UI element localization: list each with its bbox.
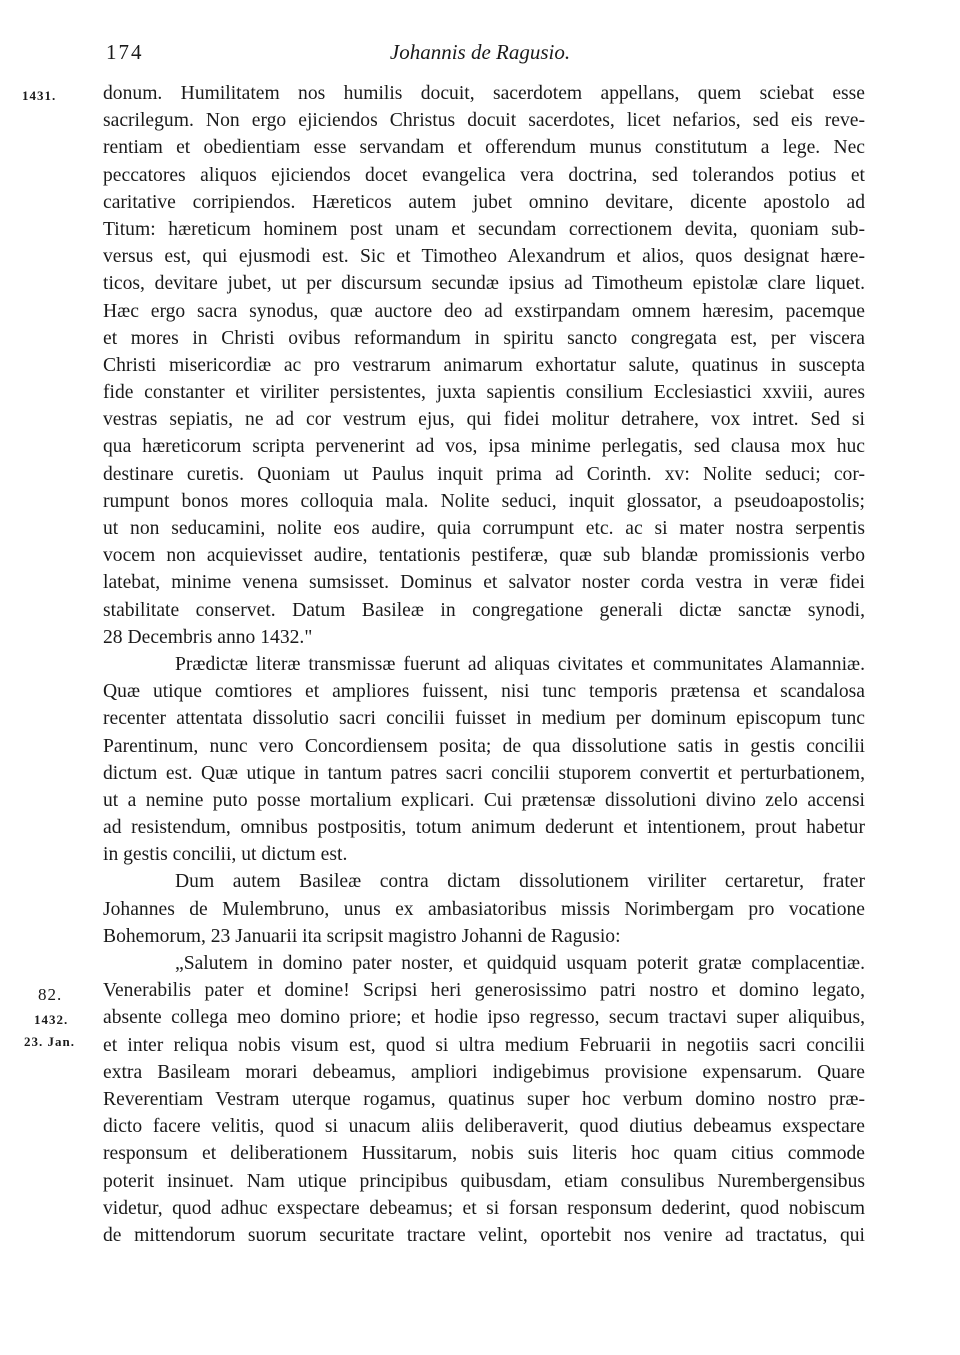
text-line: vestras sepiatis, ne ad cor vestrum ejus, qui fidei molitur detrahere, vox intret. Sed si <box>103 409 865 431</box>
text-line: destinare curetis. Quoniam ut Paulus inquit prima ad Corinth. xv: Nolite seduci; cor- <box>103 463 865 485</box>
text-line: Christi misericordiæ ac pro vestrarum animarum exhortatur salute, quatinus in suscepta <box>103 354 865 376</box>
text-line: de mittendorum suorum securitate tractare velint, oportebit nos venire ad tractatus, qui <box>103 1224 865 1246</box>
text-line: qua hæreticorum scripta pervenerint ad vos, ipsa minime perlegatis, sed clausa mox huc <box>103 436 865 458</box>
text-line: responsum et deliberationem Hussitarum, nobis suis literis hoc quam citius commode <box>103 1143 865 1165</box>
text-line: „Salutem in domino pater noster, et quidquid usquam poterit gratæ complacentiæ. <box>175 953 865 974</box>
text-line: vocem non acquievisset audire, tentationis pestiferæ, quæ sub blandæ promissionis verbo <box>103 545 865 567</box>
text-line: Hæc ergo sacra synodus, quæ auctore deo ad exstirpandam omnem hæresim, pacemque <box>103 300 865 322</box>
text-line: fide constanter et viriliter persistentes, juxta sapientis consilium Ecclesiastici xxviii, aures <box>103 382 865 404</box>
text-line: sacrilegum. Non ergo ejiciendos Christus docuit sacerdotes, licet nefarios, sed eis reve- <box>103 110 865 132</box>
text-line: Venerabilis pater et domine! Scripsi heri generosissimo patri nostro et domino legato, <box>103 980 865 1002</box>
text-line: recenter attentata dissolutio sacri concilii fuisset in medium per dominum episcopum tunc <box>103 708 865 730</box>
text-line: ticos, devitare jubet, ut per discursum secundæ ipsius ad Timotheum epistolæ clare liquet. <box>103 273 865 295</box>
text-line: donum. Humilitatem nos humilis docuit, sacerdotem appellans, quem sciebat esse <box>103 83 865 104</box>
text-line: ad resistendum, omnibus postpositis, totum animum dederunt et intentionem, prout habetur <box>103 817 865 839</box>
text-line: dictum est. Quæ utique in tantum patres sacri concilii stuporem convertit et perturbationem, <box>103 762 865 784</box>
text-line: Quæ utique comtiores et ampliores fuissent, nisi tunc temporis prætensa et scandalosa <box>103 681 865 703</box>
text-line: caritative corripiendos. Hæreticos autem jubet omnino devitare, dicente apostolo ad <box>103 191 865 213</box>
text-line: et mores in Christi ovibus reformandum in spiritu sancto congregata est, per viscera <box>103 327 865 349</box>
page-header <box>100 40 860 70</box>
running-title: Johannis de Ragusio. <box>389 40 571 64</box>
text-line: Titum: hæreticum hominem post unam et secundam correctionem devita, quoniam sub- <box>103 218 865 240</box>
text-line: ut non seducamini, nolite eos audire, quia corrumpunt etc. ac si mater nostra serpentis <box>103 518 865 539</box>
text-line: rentiam et obedientiam esse servandam et offerendum munus constitutum a lege. Nec <box>103 137 865 159</box>
margin-year-1432: 1432. <box>34 1012 69 1027</box>
margin-date: 23. Jan. <box>24 1034 75 1049</box>
text-line: 28 Decembris anno 1432." <box>103 626 313 648</box>
text-line: Reverentiam Vestram uterque rogamus, quatinus super hoc verbum domino nostro præ- <box>103 1088 865 1110</box>
margin-year-1431: 1431. <box>22 88 57 103</box>
text-line: poterit insinuet. Nam utique principibus quibusdam, etiam consulibus Nurembergensibus <box>103 1170 865 1192</box>
text-line: Dum autem Basileæ contra dictam dissolutionem viriliter certaretur, frater <box>175 871 865 893</box>
body-text <box>103 80 865 1249</box>
text-line: ut a nemine puto posse mortalium explicari. Cui prætensæ dissolutioni divino zelo accensi <box>103 789 865 811</box>
text-line: dicto facere velitis, quod si unacum aliis deliberaverit, quod diutius debeamus exspectare <box>103 1116 865 1138</box>
text-line: rumpunt bonos mores colloquia mala. Nolite seduci, inquit glossator, a pseudoapostolis; <box>103 490 865 512</box>
text-line: Prædictæ literæ transmissæ fuerunt ad aliquas civitates et communitates Alamanniæ. <box>175 653 865 675</box>
text-line: latebat, minime venena sumsisset. Dominus et salvator noster corda vestra in veræ fidei <box>103 572 865 594</box>
text-line: Johannes de Mulembruno, unus ex ambasiatoribus missis Norimbergam pro vocatione <box>103 898 865 920</box>
text-line: et inter reliqua nobis visum est, quod si ultra medium Februarii in negotiis sacri concilii <box>103 1034 865 1056</box>
text-line: stabilitate conservet. Datum Basileæ in congregatione generali dictæ sanctæ synodi, <box>103 599 865 621</box>
text-line: in gestis concilii, ut dictum est. <box>103 844 348 866</box>
page-number: 174 <box>106 40 144 64</box>
text-line: videtur, quod adhuc exspectare debeamus; et si forsan responsum dederint, quod nobiscum <box>103 1197 865 1219</box>
margin-document-number: 82. <box>38 985 63 1004</box>
text-line: extra Basileam morari debeamus, ampliori indigebimus provisione expensarum. Quare <box>103 1061 865 1083</box>
text-line: peccatores aliquos ejiciendos docet evangelica vera doctrina, sed tolerandos potius et <box>103 164 865 186</box>
text-line: Parentinum, nunc vero Concordiensem posita; de qua dissolutione satis in gestis concilii <box>103 735 865 757</box>
text-line: absente collega meo domino priore; et hodie ipso regresso, secum tractavi super aliquibus, <box>103 1007 865 1029</box>
text-line: Bohemorum, 23 Januarii ita scripsit magistro Johanni de Ragusio: <box>103 925 621 947</box>
text-line: versus est, qui ejusmodi est. Sic et Timotheo Alexandrum et alios, quos designat hære- <box>103 246 865 268</box>
